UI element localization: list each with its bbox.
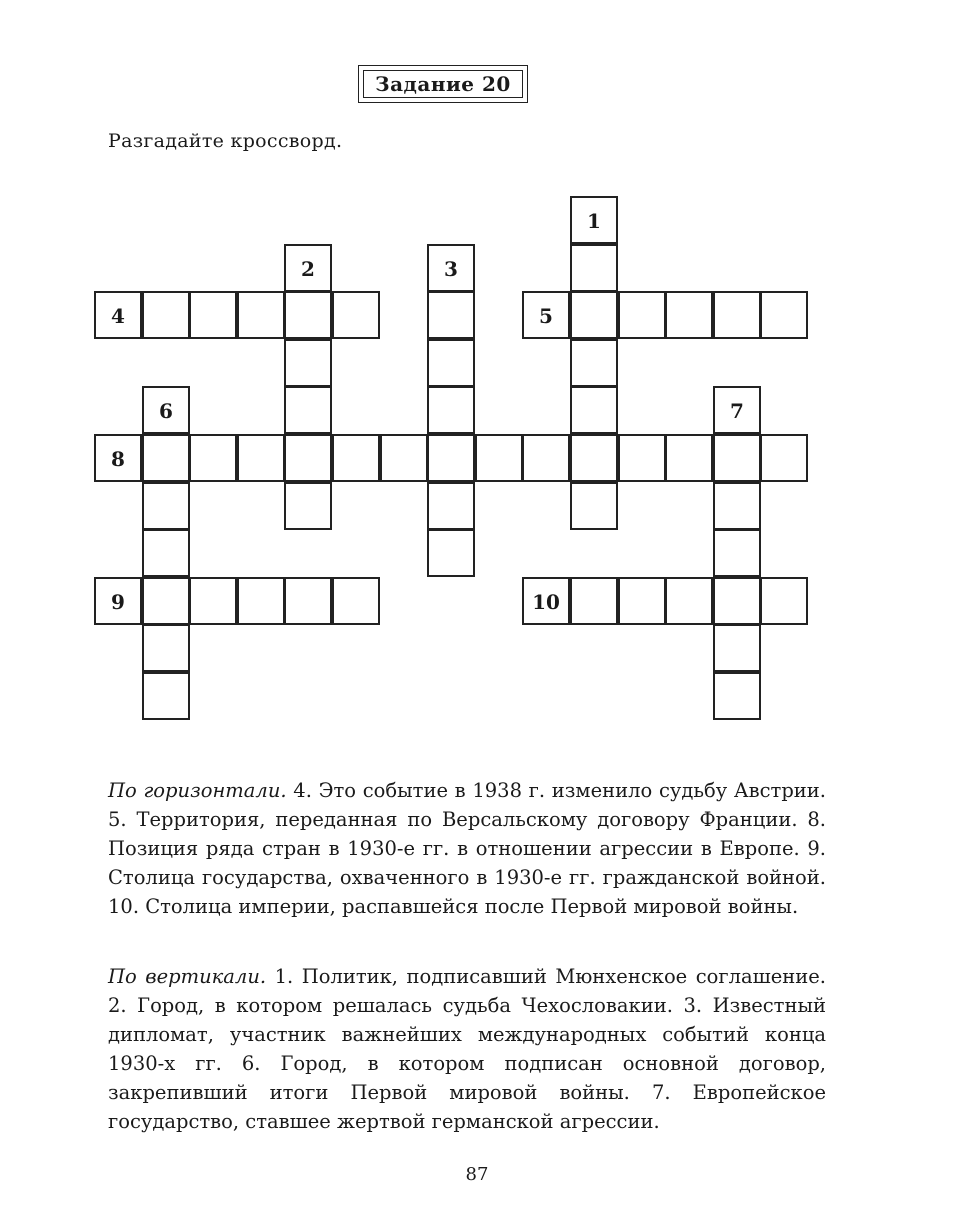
crossword-cell	[142, 386, 190, 434]
crossword-cell	[427, 434, 475, 482]
clues-across	[108, 776, 826, 921]
crossword-cell	[332, 291, 380, 339]
clue-number: 10	[532, 590, 560, 614]
crossword-cell	[427, 244, 475, 292]
task-title: Задание 20	[363, 70, 523, 98]
crossword-cell	[570, 196, 618, 244]
crossword-cell	[142, 291, 190, 339]
clue-number: 8	[111, 447, 125, 471]
crossword-cell	[94, 434, 142, 482]
across-text: 4. Это событие в 1938 г. изменило судьбу Австрии. 5. Территория, переданная по Версальскому договору Франции. 8. Позиция ряда стран в 1930-е гг. в отношении агрессии в Европе. 9. Столица государства, охваченного в 1930-е гг. гражданской войной. 10. Столица империи, распавшейся после Первой мировой войны.	[108, 779, 826, 918]
clue-number: 4	[111, 304, 125, 328]
crossword-cell	[142, 434, 190, 482]
crossword-cell	[94, 291, 142, 339]
crossword-cell	[94, 577, 142, 625]
crossword-cell	[713, 577, 761, 625]
crossword-cell	[618, 577, 666, 625]
crossword-cell	[713, 434, 761, 482]
crossword-cell	[665, 291, 713, 339]
crossword-cell	[142, 529, 190, 577]
crossword-cell	[570, 291, 618, 339]
down-text: 1. Политик, подписавший Мюнхенское соглашение. 2. Город, в котором решалась судьба Чехословакии. 3. Известный дипломат, участник важнейших международных событий конца 1930-х гг. 6. Город, в котором подписан основной договор, закрепивший итоги Первой мировой войны. 7. Европейское государство, ставшее жертвой германской агрессии.	[108, 965, 827, 1133]
crossword-cell	[713, 624, 761, 672]
crossword-cell	[332, 577, 380, 625]
crossword-cell	[665, 434, 713, 482]
crossword-cell	[522, 577, 570, 625]
clue-number: 1	[587, 209, 601, 233]
clue-number: 3	[444, 257, 458, 281]
crossword-cell	[618, 291, 666, 339]
clue-number: 6	[159, 399, 173, 423]
crossword-cell	[665, 577, 713, 625]
crossword-cell	[713, 529, 761, 577]
crossword-cell	[713, 386, 761, 434]
crossword-cell	[570, 482, 618, 530]
crossword-cell	[284, 482, 332, 530]
clue-number: 2	[301, 257, 315, 281]
crossword-cell	[570, 339, 618, 387]
crossword-cell	[570, 244, 618, 292]
crossword-cell	[284, 386, 332, 434]
crossword-cell	[760, 434, 808, 482]
crossword-cell	[618, 434, 666, 482]
crossword-cell	[570, 386, 618, 434]
crossword-cell	[237, 434, 285, 482]
crossword-cell	[570, 577, 618, 625]
clue-number: 5	[539, 304, 553, 328]
clue-number: 9	[111, 590, 125, 614]
crossword-cell	[427, 291, 475, 339]
down-heading: По вертикали.	[108, 965, 267, 988]
crossword-cell	[427, 339, 475, 387]
crossword-cell	[142, 672, 190, 720]
crossword-cell	[713, 482, 761, 530]
crossword-cell	[142, 577, 190, 625]
crossword-cell	[475, 434, 523, 482]
crossword-cell	[522, 291, 570, 339]
crossword-cell	[189, 291, 237, 339]
crossword-cell	[142, 482, 190, 530]
crossword-cell	[189, 577, 237, 625]
crossword-cell	[713, 291, 761, 339]
crossword-cell	[284, 244, 332, 292]
crossword-cell	[142, 624, 190, 672]
crossword-cell	[427, 529, 475, 577]
instruction-text: Разгадайте кроссворд.	[108, 130, 343, 152]
crossword-cell	[427, 386, 475, 434]
crossword-cell	[760, 577, 808, 625]
crossword-cell	[570, 434, 618, 482]
crossword-cell	[284, 339, 332, 387]
page-number: 87	[465, 1164, 489, 1185]
crossword-cell	[332, 434, 380, 482]
crossword-cell	[284, 434, 332, 482]
clue-number: 7	[730, 399, 744, 423]
crossword-cell	[522, 434, 570, 482]
crossword-cell	[237, 291, 285, 339]
clues-down	[108, 962, 826, 1136]
crossword-cell	[713, 672, 761, 720]
crossword-cell	[380, 434, 428, 482]
crossword-cell	[189, 434, 237, 482]
across-heading: По горизонтали.	[108, 779, 287, 802]
crossword-cell	[760, 291, 808, 339]
crossword-cell	[237, 577, 285, 625]
crossword-cell	[284, 291, 332, 339]
crossword-cell	[427, 482, 475, 530]
crossword-cell	[284, 577, 332, 625]
